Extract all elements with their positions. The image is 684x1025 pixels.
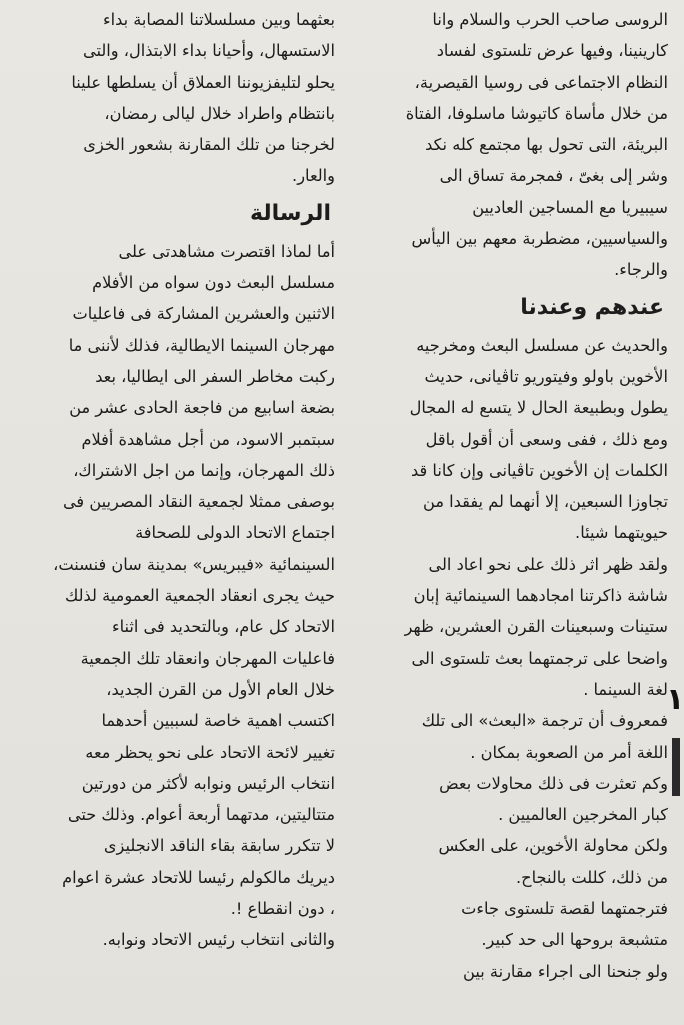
text-line: سيبيريا مع المساجين العاديين [472,197,668,217]
text-line: انتخاب الرئيس ونوابه لأكثر من دورتين [81,773,335,793]
section-heading-indahum-wa-indana: عندهم وعندنا [520,294,664,320]
text-line: الأخوين باولو وفيتوريو تاڤيانى، حديث [424,366,668,386]
text-line: تجاوزا السبعين، إلا أنهما لم يفقدا من [423,492,668,512]
text-line: يحلو لتليفزيوننا العملاق أن يسلطها علينا [71,72,335,92]
left-block-2 [10,236,335,956]
text-line: والثانى انتخاب رئيس الاتحاد ونوابه. [102,930,335,950]
text-line: متتاليتين، مدتهما أربعة أعوام. وذلك حتى [67,805,335,825]
text-line: ولو جنحنا الى اجراء مقارنة بين [463,961,668,981]
text-line: سبتمبر الاسود، من أجل مشاهدة أفلام [81,429,335,449]
text-line: الاثنين والعشرين المشاركة فى فاعليات [72,304,335,324]
text-line: الروسى صاحب الحرب والسلام وانا [432,10,668,29]
text-line: الاتحاد كل عام، وبالتحديد فى اثناء [111,617,335,637]
text-line: لا تتكرر سابقة بقاء الناقد الانجليزى [103,836,335,856]
text-line: بعثهما وبين مسلسلاتنا المصابة بداء [102,10,335,29]
text-line: ديريك مالكولم رئيسا للاتحاد عشرة اعوام [62,867,335,887]
text-line: لخرجنا من تلك المقارنة بشعور الخزى [83,135,335,155]
text-line: فترجمتهما لقصة تلستوى جاءت [461,899,668,919]
text-line: اللغة أمر من الصعوبة بمكان . [470,742,668,762]
text-line: شاشة ذاكرتنا امجادهما السينمائية إبان [413,586,668,606]
text-line: مسلسل البعث دون سواه من الأفلام [92,273,335,293]
text-line: وكم تعثرت فى ذلك محاولات بعض [439,773,668,793]
text-line: الاستسهال، وأحيانا بداء الابتذال، والتى [83,41,335,61]
text-line: حيويتهما شيئا. [575,523,668,543]
text-line: وشر إلى بغىّ ، فمجرمة تساق الى [439,166,668,186]
text-line: اجتماع الاتحاد الدولى للصحافة [135,523,335,543]
text-line: حيث يجرى انعقاد الجمعية العمومية لذلك [64,586,335,606]
right-block-1 [346,4,668,286]
section-heading-al-risala: الرسالة [250,200,331,226]
text-line: اكتسب اهمية خاصة لسببين أحدهما [101,711,335,731]
text-line: والحديث عن مسلسل البعث ومخرجيه [416,335,668,355]
text-line: ولقد ظهر اثر ذلك على نحو اعاد الى [428,554,668,574]
text-line: خلال العام الأول من القرن الجديد، [106,679,335,699]
left-block-1 [10,4,335,192]
text-line: الكلمات إن الأخوين تاڤيانى وإن كانا قد [411,460,668,480]
margin-bar [672,738,680,796]
text-line: السينمائية «فيبريس» بمدينة سان فنسنت، [53,554,335,574]
text-line: كبار المخرجين العالميين . [498,805,668,825]
text-line: بوصفى ممثلا لجمعية النقاد المصريين فى [62,492,335,512]
text-line: والسياسيين، مضطربة معهم بين اليأس [411,229,668,249]
right-block-2 [346,330,668,987]
text-line: فمعروف أن ترجمة «البعث» الى تلك [421,711,668,731]
text-line: أما لماذا اقتصرت مشاهدتى على [118,241,335,261]
text-line: بانتظام واطراد خلال ليالى رمضان، [104,103,335,123]
text-line: ، دون انقطاع !. [230,899,335,919]
text-line: من ذلك، كللت بالنجاح. [516,867,668,887]
text-line: ستينات وسبعينات القرن العشرين، ظهر [404,617,668,637]
text-line: واضحا على ترجمتهما بعث تلستوى الى [411,648,668,668]
text-line: لغة السينما . [583,679,668,699]
left-column [10,0,335,1025]
text-line: كارينينا، وفيها عرض تلستوى لفساد [436,41,668,61]
text-line: مهرجان السينما الايطالية، فذلك لأننى ما [68,335,335,355]
text-line: من خلال مأساة كاتيوشا ماسلوفا، الفتاة [405,103,668,123]
text-line: تغيير لائحة الاتحاد على نحو يحظر معه [85,742,335,762]
text-line: فاعليات المهرجان وانعقاد تلك الجمعية [80,648,335,668]
text-line: والعار. [292,166,335,186]
right-column [346,0,668,1025]
text-line: بضعة اسابيع من فاجعة الحادى عشر من [69,398,335,418]
text-line: ومع ذلك ، ففى وسعى أن أقول باقل [425,429,668,449]
text-line: يطول وبطبيعة الحال لا يتسع له المجال [409,398,668,418]
text-line: والرجاء. [614,260,668,280]
text-line: ركبت مخاطر السفر الى ايطاليا، بعد [95,366,335,386]
text-line: ذلك المهرجان، وإنما من اجل الاشتراك، [73,460,335,480]
text-line: ولكن محاولة الأخوين، على العكس [438,836,668,856]
text-line: النظام الاجتماعى فى روسيا القيصرية، [414,72,668,92]
text-line: متشبعة بروحها الى حد كبير. [481,930,668,950]
text-line: البريئة، التى تحول بها مجتمع كله نكد [425,135,668,155]
page-number-mark: ١ [666,682,684,717]
